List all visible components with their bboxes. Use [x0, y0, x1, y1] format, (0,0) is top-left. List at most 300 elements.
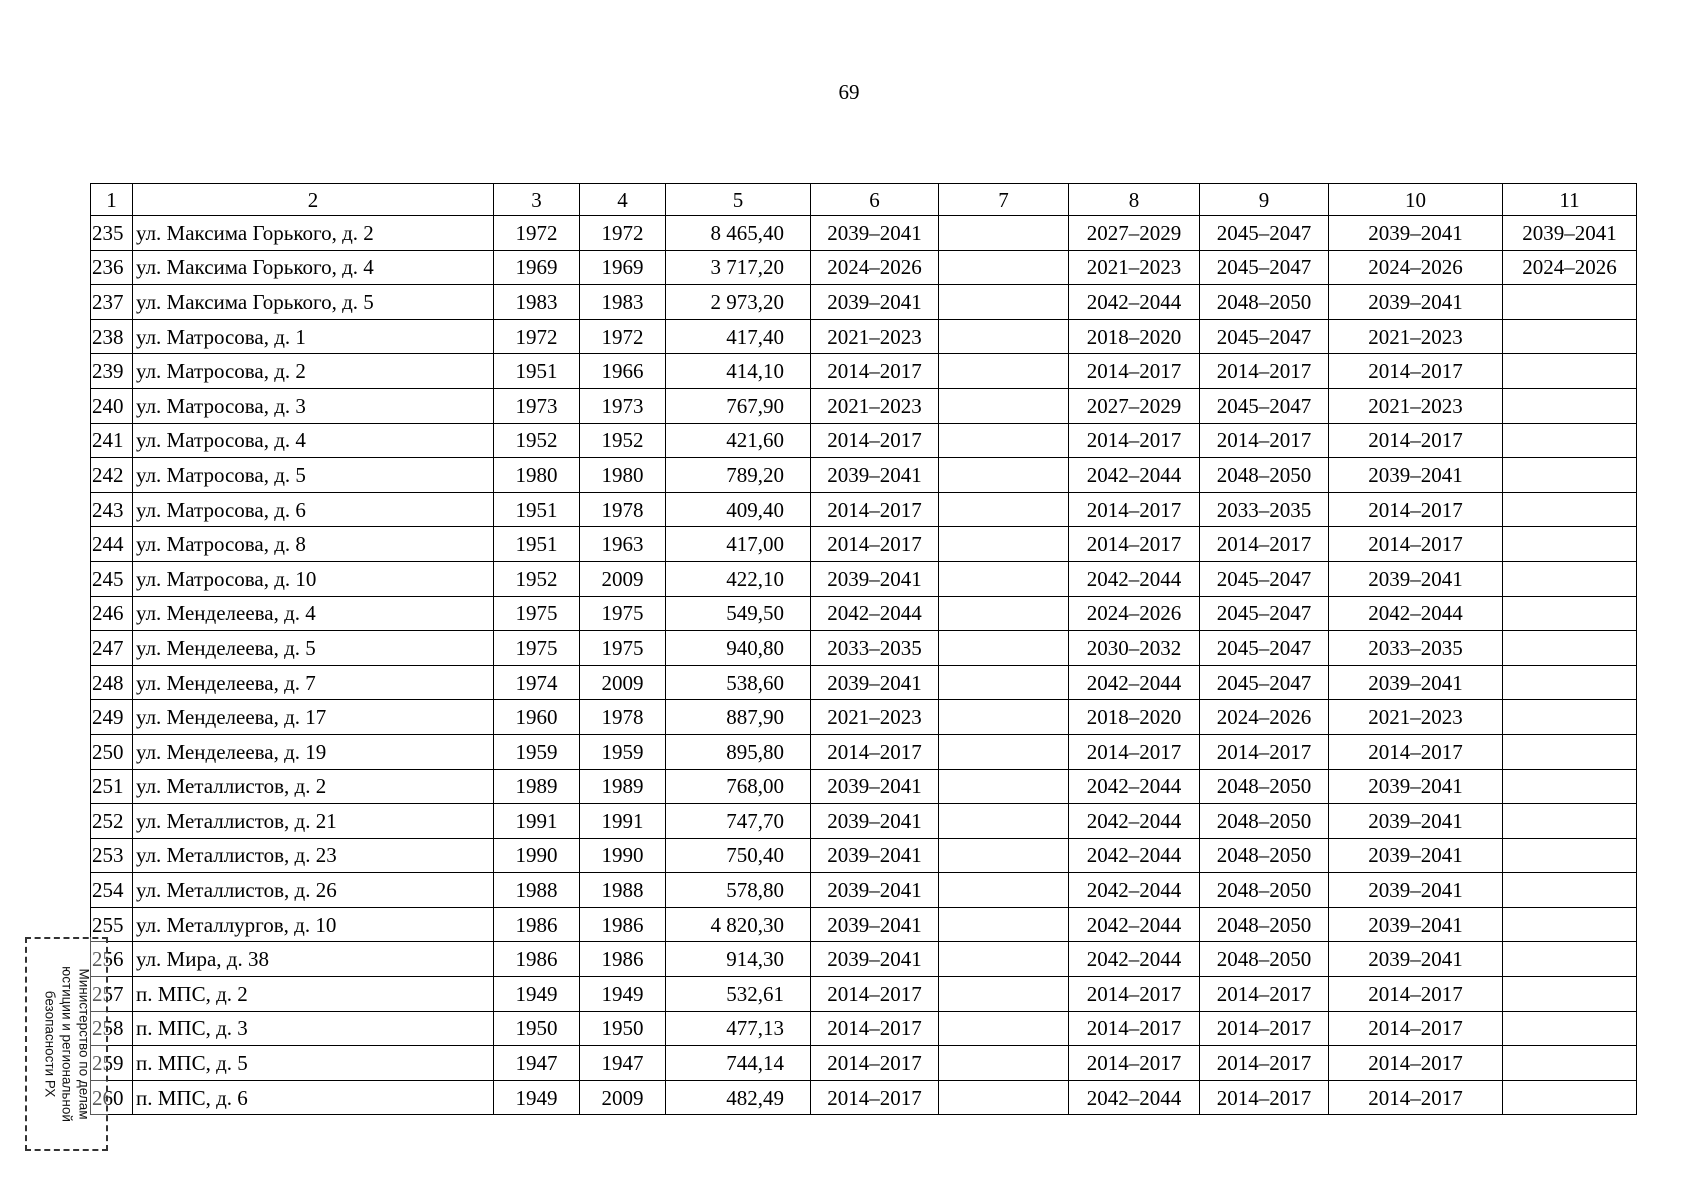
table-cell [939, 527, 1069, 562]
table-cell: 768,00 [666, 769, 811, 804]
table-cell: ул. Мира, д. 38 [133, 942, 494, 977]
table-cell [1503, 873, 1637, 908]
table-cell: 253 [91, 838, 133, 873]
table-cell: 2039–2041 [1329, 561, 1503, 596]
table-cell [939, 734, 1069, 769]
table-cell: 2014–2017 [1069, 1046, 1200, 1081]
table-cell: 1949 [580, 977, 666, 1012]
table-row [91, 285, 1637, 320]
table-cell: 417,40 [666, 319, 811, 354]
table-cell: ул. Матросова, д. 3 [133, 388, 494, 423]
table-cell: 422,10 [666, 561, 811, 596]
table-cell [1503, 319, 1637, 354]
table-cell: 2039–2041 [1329, 769, 1503, 804]
table-cell: 242 [91, 458, 133, 493]
stamp-line: Министерство по делам [76, 968, 91, 1120]
table-cell: 482,49 [666, 1080, 811, 1115]
table-cell: 2039–2041 [811, 804, 939, 839]
table-cell: 940,80 [666, 631, 811, 666]
table-cell: 1952 [494, 423, 580, 458]
table-cell [939, 700, 1069, 735]
table-cell [1503, 285, 1637, 320]
table-row [91, 458, 1637, 493]
table-row [91, 354, 1637, 389]
table-cell: 914,30 [666, 942, 811, 977]
table-cell: 1969 [580, 250, 666, 285]
table-cell: 2024–2026 [811, 250, 939, 285]
table-cell [1503, 458, 1637, 493]
table-cell: 1960 [494, 700, 580, 735]
table-cell: 2014–2017 [1200, 1011, 1329, 1046]
table-cell [1503, 1011, 1637, 1046]
table-cell: 2048–2050 [1200, 769, 1329, 804]
table-row [91, 700, 1637, 735]
table-cell: п. МПС, д. 2 [133, 977, 494, 1012]
table-cell: 1949 [494, 977, 580, 1012]
table-row [91, 492, 1637, 527]
table-cell: 2045–2047 [1200, 250, 1329, 285]
table-cell: 1972 [580, 216, 666, 251]
table-row [91, 1046, 1637, 1081]
table-cell: 1990 [494, 838, 580, 873]
table-cell: 1959 [494, 734, 580, 769]
table-cell: 2014–2017 [1069, 354, 1200, 389]
table-cell: 237 [91, 285, 133, 320]
table-cell [1503, 423, 1637, 458]
table-cell: 2033–2035 [1329, 631, 1503, 666]
table-cell [939, 596, 1069, 631]
table-cell: 1963 [580, 527, 666, 562]
table-cell [939, 354, 1069, 389]
table-row [91, 873, 1637, 908]
table-row [91, 942, 1637, 977]
table-cell: 2014–2017 [1069, 423, 1200, 458]
table-cell: 2014–2017 [1200, 1046, 1329, 1081]
table-cell: 2039–2041 [1329, 942, 1503, 977]
table-cell: ул. Максима Горького, д. 5 [133, 285, 494, 320]
table-cell: 1959 [580, 734, 666, 769]
table-cell [939, 769, 1069, 804]
table-cell: 2045–2047 [1200, 631, 1329, 666]
table-cell: 1986 [494, 942, 580, 977]
table-cell: 2030–2032 [1069, 631, 1200, 666]
table-cell: 2024–2026 [1503, 250, 1637, 285]
table-cell: 2045–2047 [1200, 319, 1329, 354]
column-header-7: 7 [939, 184, 1069, 216]
table-cell: ул. Металлургов, д. 10 [133, 907, 494, 942]
table-row [91, 423, 1637, 458]
table-cell: 2014–2017 [1200, 977, 1329, 1012]
table-cell: 248 [91, 665, 133, 700]
table-cell [1503, 1080, 1637, 1115]
table-cell: 2048–2050 [1200, 907, 1329, 942]
table-cell: 2042–2044 [1069, 838, 1200, 873]
table-cell: ул. Менделеева, д. 4 [133, 596, 494, 631]
table-cell: 2014–2017 [1200, 734, 1329, 769]
table-cell: 2042–2044 [1069, 873, 1200, 908]
table-cell: 2045–2047 [1200, 216, 1329, 251]
table-cell: 2014–2017 [1329, 527, 1503, 562]
table-cell: 2018–2020 [1069, 700, 1200, 735]
table-cell [939, 492, 1069, 527]
table-cell: 2014–2017 [811, 354, 939, 389]
table-cell: 241 [91, 423, 133, 458]
table-cell [1503, 665, 1637, 700]
table-cell: 1947 [494, 1046, 580, 1081]
table-cell: 2024–2026 [1069, 596, 1200, 631]
column-header-3: 3 [494, 184, 580, 216]
stamp-text [41, 941, 92, 1147]
table-cell: 258 [91, 1011, 133, 1046]
table-cell: 2039–2041 [1329, 216, 1503, 251]
table-cell: 2048–2050 [1200, 285, 1329, 320]
table-cell: 2048–2050 [1200, 804, 1329, 839]
table-cell: 240 [91, 388, 133, 423]
table-row [91, 1011, 1637, 1046]
table-cell: 2014–2017 [1329, 1080, 1503, 1115]
table-cell: 243 [91, 492, 133, 527]
table-cell [1503, 942, 1637, 977]
table-cell: 2021–2023 [1329, 388, 1503, 423]
table-cell: 1980 [580, 458, 666, 493]
table-cell: 2018–2020 [1069, 319, 1200, 354]
table-cell [939, 631, 1069, 666]
table-cell: 744,14 [666, 1046, 811, 1081]
table-cell: 2039–2041 [1503, 216, 1637, 251]
table-cell: 2014–2017 [1069, 977, 1200, 1012]
table-cell: 2014–2017 [811, 1011, 939, 1046]
table-cell: 549,50 [666, 596, 811, 631]
table-cell: 1951 [494, 492, 580, 527]
table-cell: ул. Менделеева, д. 17 [133, 700, 494, 735]
table-cell: 2039–2041 [1329, 873, 1503, 908]
table-cell: ул. Металлистов, д. 26 [133, 873, 494, 908]
table-cell: 2042–2044 [1069, 942, 1200, 977]
stamp-line: безопасности РХ [42, 990, 57, 1098]
table-cell [1503, 734, 1637, 769]
table-cell [1503, 838, 1637, 873]
table-cell: 1989 [494, 769, 580, 804]
table-cell: 1983 [580, 285, 666, 320]
table-cell: 2014–2017 [1329, 734, 1503, 769]
table-cell: 2042–2044 [1069, 804, 1200, 839]
table-row [91, 631, 1637, 666]
table-cell: 2042–2044 [1069, 907, 1200, 942]
table-cell: 1986 [580, 907, 666, 942]
table-cell: 4 820,30 [666, 907, 811, 942]
table-cell: 2014–2017 [811, 1046, 939, 1081]
table-cell: 2021–2023 [1329, 319, 1503, 354]
ministry-stamp [25, 937, 108, 1151]
table-cell: 254 [91, 873, 133, 908]
table-cell: 1975 [494, 596, 580, 631]
table-cell: 2014–2017 [1329, 492, 1503, 527]
table-cell: 1952 [580, 423, 666, 458]
table-cell: 1950 [494, 1011, 580, 1046]
table-cell: ул. Максима Горького, д. 4 [133, 250, 494, 285]
table-row [91, 388, 1637, 423]
table-cell: 2014–2017 [1200, 423, 1329, 458]
table-cell: 1951 [494, 354, 580, 389]
table-cell: 887,90 [666, 700, 811, 735]
table-cell: 1986 [580, 942, 666, 977]
table-row [91, 250, 1637, 285]
table-cell: 1972 [494, 319, 580, 354]
table-cell: 2014–2017 [1329, 977, 1503, 1012]
table-cell: 2014–2017 [1069, 734, 1200, 769]
table-row [91, 665, 1637, 700]
table-cell: ул. Матросова, д. 4 [133, 423, 494, 458]
table-cell: 2014–2017 [1329, 1046, 1503, 1081]
table-cell: 2021–2023 [811, 319, 939, 354]
table-cell: 421,60 [666, 423, 811, 458]
table-cell: 2042–2044 [1069, 665, 1200, 700]
table-cell: 538,60 [666, 665, 811, 700]
table-row [91, 734, 1637, 769]
table-cell [939, 1080, 1069, 1115]
table-cell: 1975 [580, 631, 666, 666]
table-cell: 246 [91, 596, 133, 631]
table-cell: ул. Менделеева, д. 5 [133, 631, 494, 666]
table-cell: 2009 [580, 1080, 666, 1115]
table-cell: 747,70 [666, 804, 811, 839]
table-cell: 477,13 [666, 1011, 811, 1046]
column-header-10: 10 [1329, 184, 1503, 216]
table-cell: 2039–2041 [1329, 665, 1503, 700]
housing-register-table [90, 183, 1637, 1115]
table-cell: 247 [91, 631, 133, 666]
table-cell: 255 [91, 907, 133, 942]
table-row [91, 804, 1637, 839]
table-cell: ул. Матросова, д. 5 [133, 458, 494, 493]
table-cell: 2039–2041 [811, 838, 939, 873]
table-cell: 2014–2017 [1329, 1011, 1503, 1046]
table-cell [939, 942, 1069, 977]
table-cell [939, 907, 1069, 942]
table-cell: 2045–2047 [1200, 388, 1329, 423]
table-cell: 2021–2023 [1329, 700, 1503, 735]
table-cell: 1980 [494, 458, 580, 493]
table-cell [1503, 977, 1637, 1012]
table-cell: 1951 [494, 527, 580, 562]
table-cell: 2014–2017 [1069, 527, 1200, 562]
table-cell: 2039–2041 [1329, 838, 1503, 873]
table-cell [1503, 388, 1637, 423]
table-cell [939, 319, 1069, 354]
table-cell: п. МПС, д. 3 [133, 1011, 494, 1046]
table-cell: 2042–2044 [1069, 1080, 1200, 1115]
table-cell: 895,80 [666, 734, 811, 769]
table-cell: 8 465,40 [666, 216, 811, 251]
table-row [91, 319, 1637, 354]
table-cell: п. МПС, д. 6 [133, 1080, 494, 1115]
table-cell [939, 1046, 1069, 1081]
table-cell: 2042–2044 [1069, 458, 1200, 493]
table-cell: 2009 [580, 561, 666, 596]
table-cell: 2045–2047 [1200, 561, 1329, 596]
table-cell [939, 838, 1069, 873]
table-cell: 2 973,20 [666, 285, 811, 320]
table-cell: 1989 [580, 769, 666, 804]
table-cell: 417,00 [666, 527, 811, 562]
table-cell [939, 423, 1069, 458]
table-cell: 1974 [494, 665, 580, 700]
table-cell: 2014–2017 [811, 977, 939, 1012]
table-body [91, 216, 1637, 1115]
table-cell: 1978 [580, 700, 666, 735]
table-cell: 251 [91, 769, 133, 804]
table-cell: 1990 [580, 838, 666, 873]
table-cell: 2039–2041 [811, 769, 939, 804]
table-cell [1503, 1046, 1637, 1081]
table-cell: 2039–2041 [1329, 285, 1503, 320]
table-cell: 257 [91, 977, 133, 1012]
table-cell [939, 285, 1069, 320]
table-cell [1503, 492, 1637, 527]
table-cell: 2014–2017 [1329, 354, 1503, 389]
table-cell: 2042–2044 [1069, 561, 1200, 596]
table-cell: 252 [91, 804, 133, 839]
page-number: 69 [838, 80, 860, 104]
table-cell: 2014–2017 [1069, 492, 1200, 527]
table-cell [939, 1011, 1069, 1046]
table-cell: 1969 [494, 250, 580, 285]
table-cell: 2014–2017 [811, 492, 939, 527]
table-cell: 414,10 [666, 354, 811, 389]
table-cell: 2048–2050 [1200, 458, 1329, 493]
table-cell: ул. Максима Горького, д. 2 [133, 216, 494, 251]
table-cell [939, 458, 1069, 493]
table-cell: ул. Матросова, д. 1 [133, 319, 494, 354]
table-cell: ул. Матросова, д. 2 [133, 354, 494, 389]
table-cell: 1988 [494, 873, 580, 908]
table-cell: 2033–2035 [811, 631, 939, 666]
table-cell [939, 216, 1069, 251]
table-cell: 750,40 [666, 838, 811, 873]
table-cell: ул. Матросова, д. 10 [133, 561, 494, 596]
table-cell: 238 [91, 319, 133, 354]
table-cell: 2033–2035 [1200, 492, 1329, 527]
table-cell: 2039–2041 [811, 285, 939, 320]
table-cell: 2039–2041 [1329, 804, 1503, 839]
table-cell [1503, 769, 1637, 804]
table-cell [939, 561, 1069, 596]
stamp-line: юстиции и региональной [59, 966, 74, 1122]
column-header-9: 9 [1200, 184, 1329, 216]
table-cell: 1950 [580, 1011, 666, 1046]
table-cell: 1973 [494, 388, 580, 423]
table-cell: 2024–2026 [1200, 700, 1329, 735]
column-header-4: 4 [580, 184, 666, 216]
table-cell: 2021–2023 [811, 700, 939, 735]
table-cell: 2042–2044 [811, 596, 939, 631]
table-cell: ул. Металлистов, д. 21 [133, 804, 494, 839]
table-cell: 2014–2017 [1200, 1080, 1329, 1115]
table-cell: 2014–2017 [811, 734, 939, 769]
table-cell: 1991 [494, 804, 580, 839]
table-cell: 2014–2017 [1069, 1011, 1200, 1046]
table-cell: 2039–2041 [811, 942, 939, 977]
table-cell: ул. Матросова, д. 6 [133, 492, 494, 527]
table-cell: ул. Менделеева, д. 19 [133, 734, 494, 769]
table-cell: 532,61 [666, 977, 811, 1012]
table-cell: 260 [91, 1080, 133, 1115]
table-cell: 2014–2017 [1329, 423, 1503, 458]
table-cell: 245 [91, 561, 133, 596]
table-cell: 2009 [580, 665, 666, 700]
table-cell: 2042–2044 [1069, 285, 1200, 320]
table-cell: 1983 [494, 285, 580, 320]
table-cell [939, 250, 1069, 285]
column-header-11: 11 [1503, 184, 1637, 216]
table-row [91, 907, 1637, 942]
table-row [91, 1080, 1637, 1115]
table-cell: 1978 [580, 492, 666, 527]
table-row [91, 838, 1637, 873]
table-cell: 1966 [580, 354, 666, 389]
table-cell: 1988 [580, 873, 666, 908]
table-cell [939, 804, 1069, 839]
table-cell: 789,20 [666, 458, 811, 493]
table-cell: 1986 [494, 907, 580, 942]
table-cell [1503, 354, 1637, 389]
table-cell: 2014–2017 [811, 527, 939, 562]
table-cell: 2039–2041 [811, 873, 939, 908]
table-cell: 3 717,20 [666, 250, 811, 285]
table-cell: 2048–2050 [1200, 942, 1329, 977]
table-cell: 244 [91, 527, 133, 562]
table-cell: 2021–2023 [811, 388, 939, 423]
header-row [91, 184, 1637, 216]
table-cell: 2048–2050 [1200, 873, 1329, 908]
table-cell: 1949 [494, 1080, 580, 1115]
table-cell: 2039–2041 [811, 665, 939, 700]
column-header-5: 5 [666, 184, 811, 216]
table-cell: 249 [91, 700, 133, 735]
table-cell: 1972 [494, 216, 580, 251]
table-cell: ул. Металлистов, д. 23 [133, 838, 494, 873]
table-cell: 2045–2047 [1200, 596, 1329, 631]
column-header-6: 6 [811, 184, 939, 216]
table-cell: 1972 [580, 319, 666, 354]
table-cell: 2014–2017 [1200, 354, 1329, 389]
table-cell: 2027–2029 [1069, 216, 1200, 251]
table-cell: 2042–2044 [1329, 596, 1503, 631]
table-cell: 2039–2041 [811, 458, 939, 493]
table-cell: 1947 [580, 1046, 666, 1081]
table-row [91, 596, 1637, 631]
column-header-8: 8 [1069, 184, 1200, 216]
table-cell: 2014–2017 [1200, 527, 1329, 562]
table-cell [1503, 700, 1637, 735]
table-cell: 2039–2041 [1329, 907, 1503, 942]
table-cell: 1952 [494, 561, 580, 596]
column-header-2: 2 [133, 184, 494, 216]
table-row [91, 561, 1637, 596]
table-cell: 578,80 [666, 873, 811, 908]
table-cell: 259 [91, 1046, 133, 1081]
table-cell [939, 977, 1069, 1012]
table-cell: 235 [91, 216, 133, 251]
table-cell: 1973 [580, 388, 666, 423]
table-cell: 2042–2044 [1069, 769, 1200, 804]
table-cell: 1975 [494, 631, 580, 666]
table-cell: 236 [91, 250, 133, 285]
table-row [91, 216, 1637, 251]
table-cell: 2021–2023 [1069, 250, 1200, 285]
table-cell: 2045–2047 [1200, 665, 1329, 700]
table-cell [1503, 527, 1637, 562]
